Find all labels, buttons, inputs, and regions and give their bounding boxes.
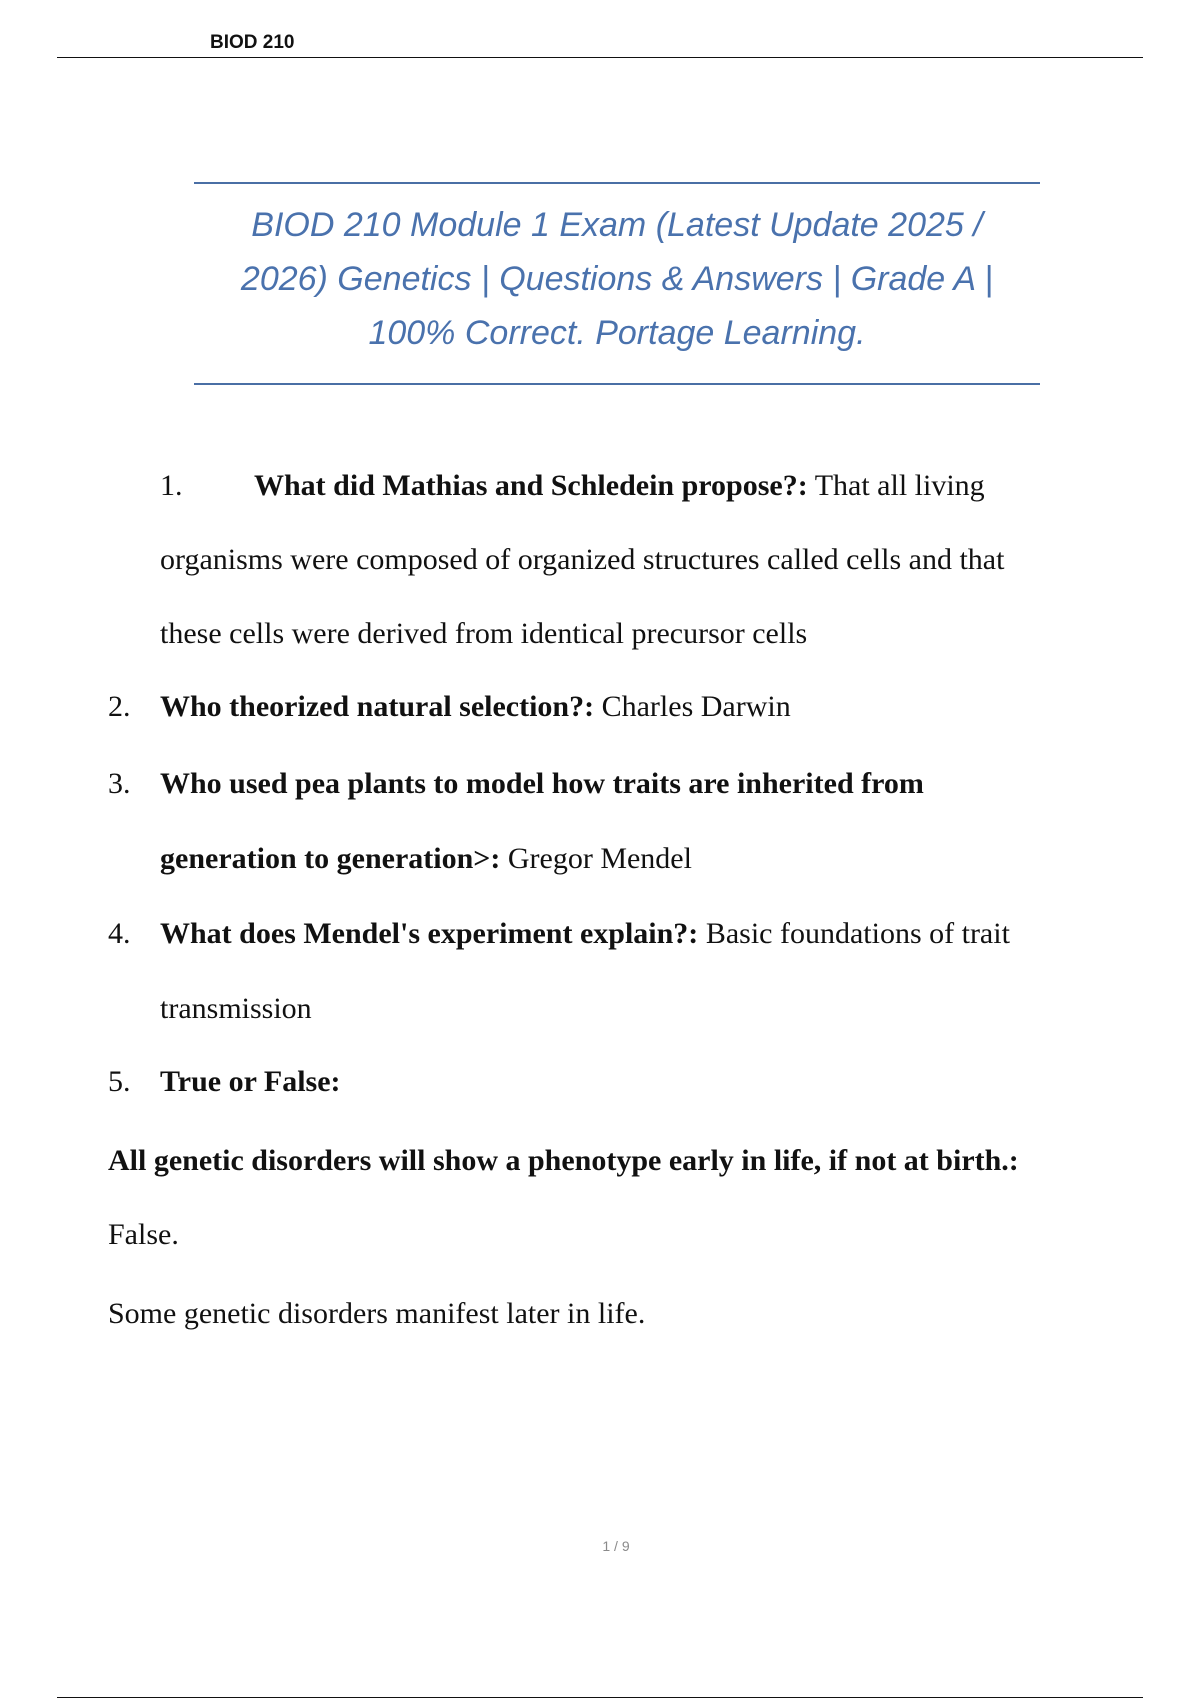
title-line-2: 2026) Genetics | Questions & Answers | Grade A | (240, 260, 994, 298)
question-text: Who theorized natural selection?: (160, 690, 595, 723)
question-number: 3. (108, 767, 131, 800)
question-text: Who used pea plants to model how traits are inherited from (160, 767, 924, 800)
question-text: What did Mathias and Schledein propose?: (254, 469, 808, 502)
explanation-text: Some genetic disorders manifest later in life. (108, 1297, 646, 1330)
question-text: generation to generation>: (160, 842, 501, 875)
header-course-label: BIOD 210 (210, 32, 295, 53)
statement-text: All genetic disorders will show a phenotype early in life, if not at birth.: (108, 1144, 1019, 1177)
question-number: 4. (108, 917, 131, 950)
question-number: 1. (160, 469, 183, 502)
question-text: True or False: (160, 1065, 341, 1098)
title-line-1: BIOD 210 Module 1 Exam (Latest Update 2025 / (251, 206, 983, 244)
question-number: 5. (108, 1065, 131, 1098)
true-false-statement (108, 1142, 1019, 1180)
title-bottom-divider (194, 383, 1040, 385)
answer-text: organisms were composed of organized structures called cells and that (160, 543, 1005, 576)
footer-divider (57, 1697, 1143, 1698)
question-4-line-1 (160, 915, 1010, 953)
question-text: What does Mendel's experiment explain?: (160, 917, 699, 950)
answer-text: Charles Darwin (601, 690, 791, 723)
title-line-3: 100% Correct. Portage Learning. (368, 314, 866, 352)
question-number: 2. (108, 690, 131, 723)
answer-text: False. (108, 1218, 179, 1251)
answer-text: That all living (814, 469, 985, 502)
question-3-line-2 (160, 840, 692, 878)
answer-text: Basic foundations of trait (705, 917, 1010, 950)
question-5 (160, 1063, 341, 1101)
answer-text: Gregor Mendel (507, 842, 692, 875)
title-top-divider (194, 182, 1040, 184)
question-2 (160, 688, 791, 726)
question-3-line-1 (160, 765, 924, 803)
header-divider (57, 57, 1143, 58)
question-1-line-1 (254, 467, 985, 505)
answer-text: transmission (160, 992, 312, 1025)
document-title (194, 198, 1040, 360)
page-indicator: 1 / 9 (602, 1538, 630, 1554)
answer-text: these cells were derived from identical precursor cells (160, 617, 808, 650)
